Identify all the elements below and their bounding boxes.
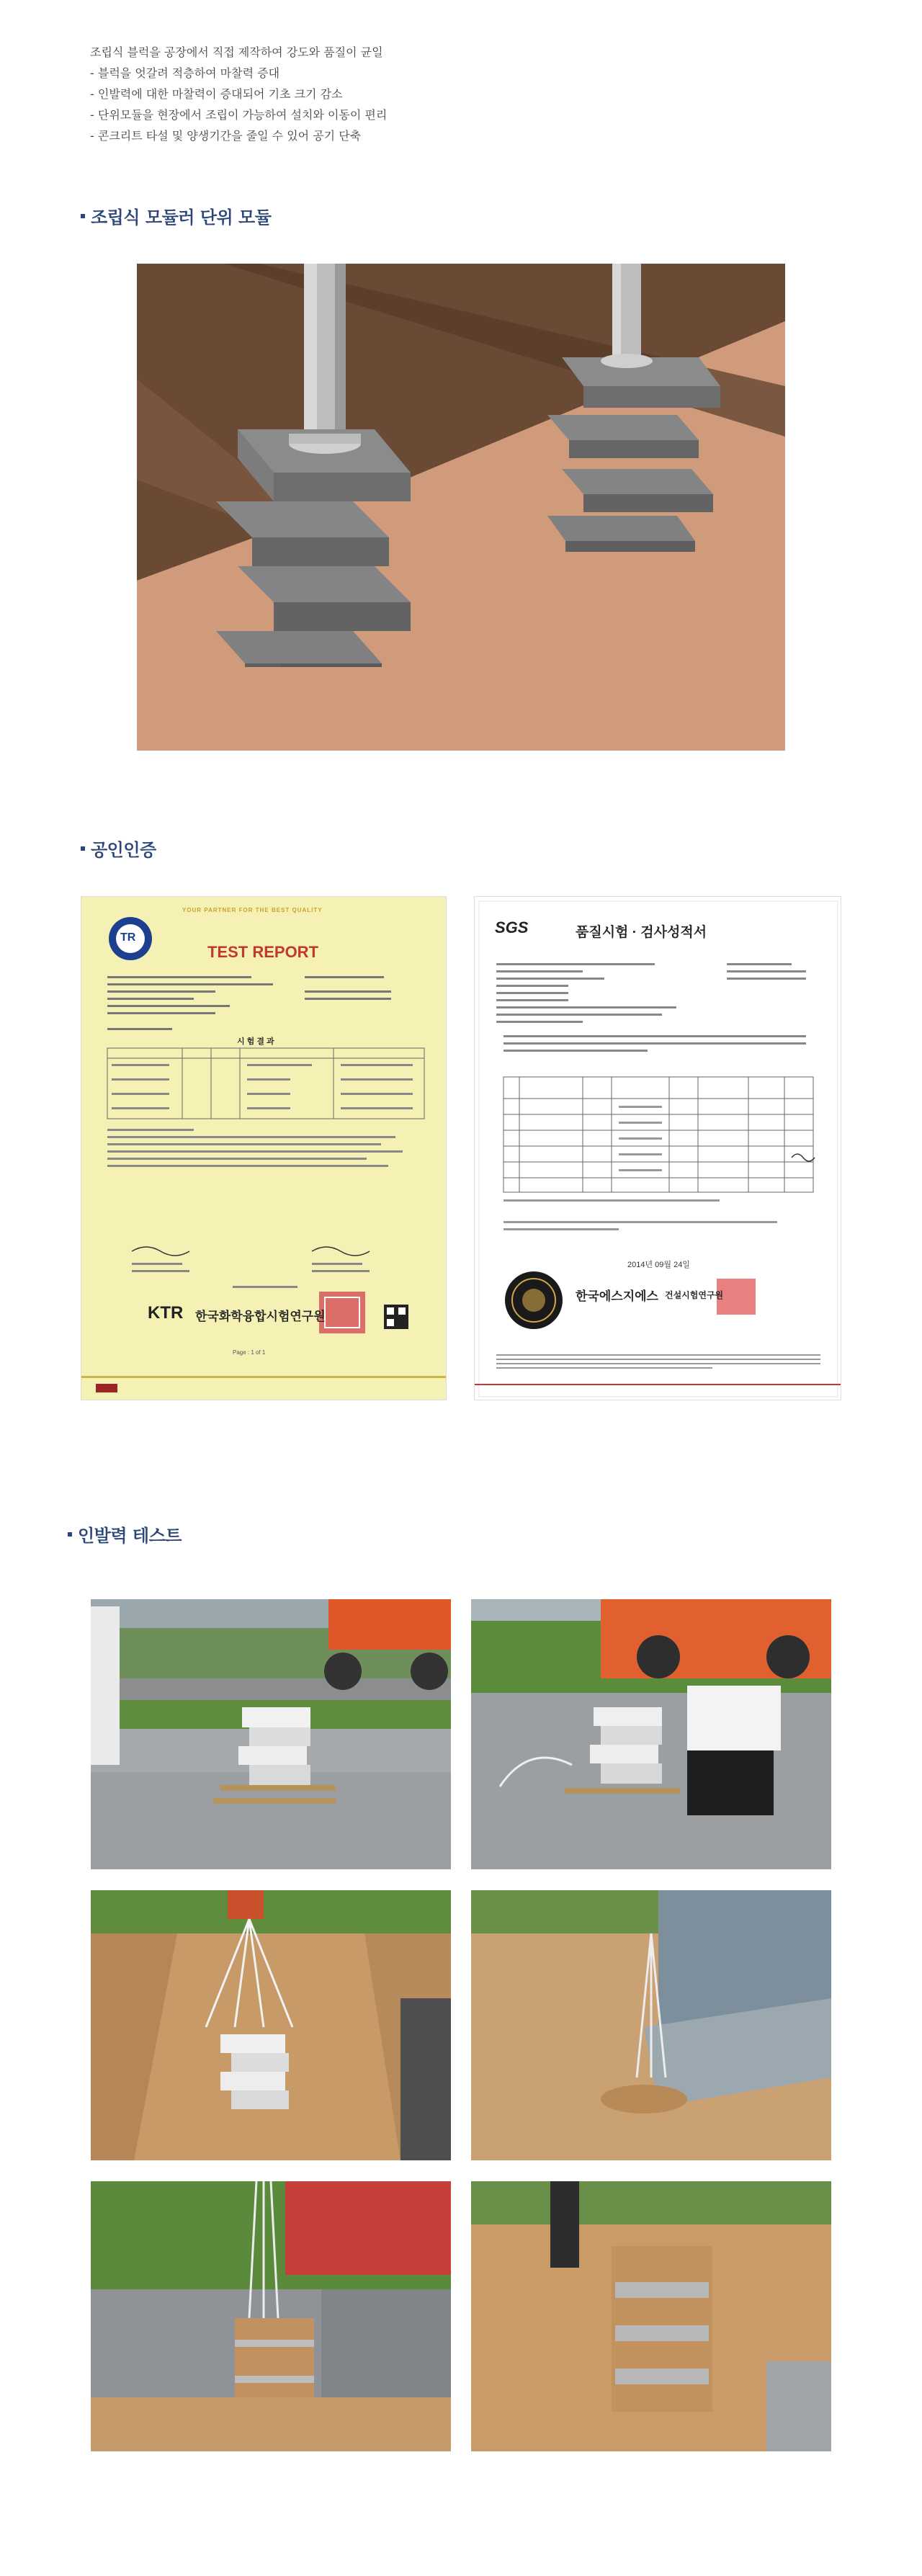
bullet-icon bbox=[68, 1532, 72, 1537]
ktr-report-graphic bbox=[81, 897, 447, 1400]
intro-line: - 인발력에 대한 마찰력이 증대되어 기초 크기 감소 bbox=[90, 87, 343, 101]
intro-line: - 블럭을 엇갈려 적층하여 마찰력 증대 bbox=[90, 66, 280, 80]
section-title-text: 인발력 테스트 bbox=[78, 1526, 182, 1546]
photo-image bbox=[91, 2181, 451, 2451]
intro-line: - 단위모듈을 현장에서 조립이 가능하여 설치와 이동이 편리 bbox=[90, 108, 388, 122]
intro-line: - 콘크리트 타설 및 양생기간을 줄일 수 있어 공기 단축 bbox=[90, 129, 362, 143]
pullout-test-photo bbox=[91, 1599, 451, 1869]
ktr-table-title: 시 험 결 과 bbox=[237, 1037, 274, 1046]
pullout-test-photo bbox=[91, 1890, 451, 2160]
pullout-test-photo bbox=[91, 2181, 451, 2451]
sgs-report-title: 품질시험 · 검사성적서 bbox=[576, 925, 707, 940]
ktr-report-title: TEST REPORT bbox=[207, 943, 319, 961]
photo-image bbox=[471, 1890, 831, 2160]
pullout-test-photo bbox=[471, 2181, 831, 2451]
photo-image bbox=[471, 2181, 831, 2451]
ktr-logo-icon: TR bbox=[120, 931, 136, 944]
photo-image bbox=[91, 1890, 451, 2160]
section-title-pullout bbox=[68, 1521, 182, 1547]
sgs-org-suffix: 건설시험연구원 bbox=[665, 1290, 724, 1300]
photo-image bbox=[91, 1599, 451, 1869]
section-title-module bbox=[81, 203, 271, 228]
render-illustration bbox=[137, 264, 785, 751]
bullet-icon bbox=[81, 214, 85, 218]
intro-list bbox=[90, 42, 666, 146]
section-title-text: 공인인증 bbox=[91, 840, 156, 860]
section-title-certification bbox=[81, 836, 156, 861]
sgs-report-date: 2014년 09월 24일 bbox=[627, 1261, 690, 1269]
intro-line: 조립식 블럭을 공장에서 직접 제작하여 강도와 품질이 균일 bbox=[90, 45, 383, 59]
pullout-test-photo bbox=[471, 1599, 831, 1869]
ktr-test-report bbox=[81, 896, 447, 1400]
pullout-test-photo bbox=[471, 1890, 831, 2160]
ktr-banner: YOUR PARTNER FOR THE BEST QUALITY bbox=[182, 907, 323, 913]
sgs-inspection-report bbox=[474, 896, 841, 1400]
sgs-org-name: 한국에스지에스 bbox=[576, 1289, 658, 1303]
section-title-text: 조립식 모듈러 단위 모듈 bbox=[91, 207, 272, 228]
photo-image bbox=[471, 1599, 831, 1869]
bullet-icon bbox=[81, 846, 85, 851]
ktr-brand-logo: KTR bbox=[148, 1303, 184, 1323]
sgs-report-graphic bbox=[475, 897, 841, 1400]
ktr-org-name: 한국화학융합시험연구원 bbox=[195, 1310, 326, 1323]
ktr-page-number: Page : 1 of 1 bbox=[233, 1349, 266, 1356]
sgs-logo: SGS bbox=[495, 918, 529, 936]
modular-block-render bbox=[137, 264, 785, 751]
